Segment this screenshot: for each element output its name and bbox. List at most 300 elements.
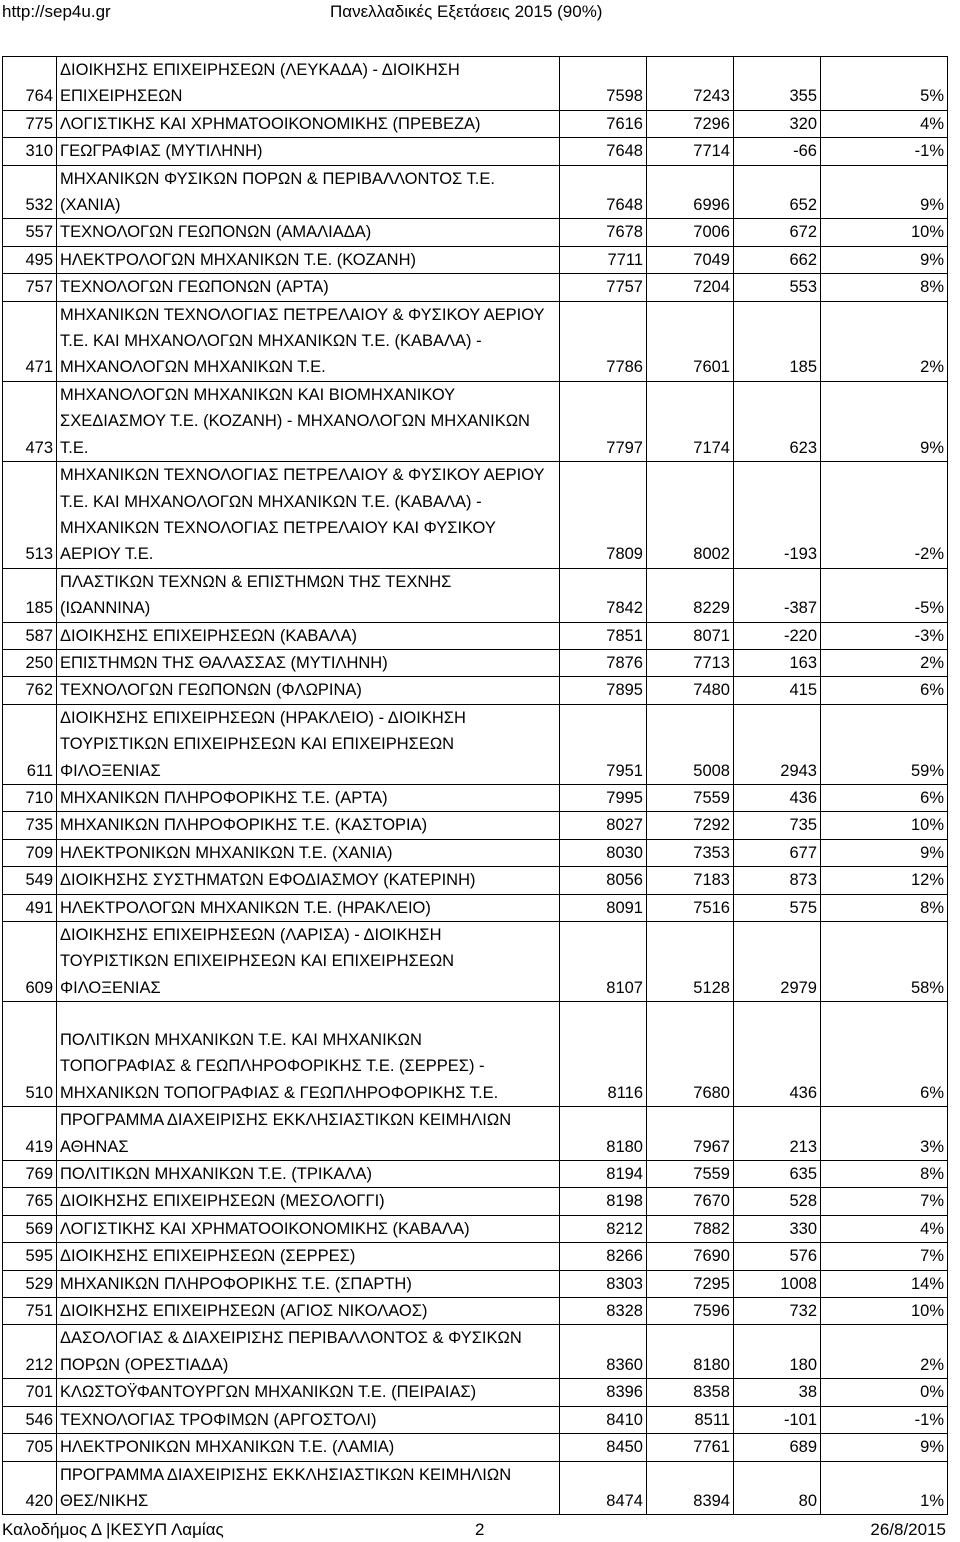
percent-change: 10% — [821, 219, 948, 246]
department-code: 764 — [3, 57, 57, 111]
base-2014: 8071 — [647, 622, 734, 649]
percent-change: 10% — [821, 812, 948, 839]
table-row — [3, 649, 948, 676]
percent-change: 9% — [821, 246, 948, 273]
percent-change: 8% — [821, 274, 948, 301]
department-name — [57, 1298, 560, 1325]
department-name — [57, 219, 560, 246]
department-name-line: ΤΕΧΝΟΛΟΓΩΝ ΓΕΩΠΟΝΩΝ (ΦΛΩΡΙΝΑ) — [60, 681, 362, 700]
base-2015: 7678 — [560, 219, 647, 246]
department-name — [57, 1002, 560, 1107]
base-2015: 7711 — [560, 246, 647, 273]
table-row — [3, 57, 948, 111]
department-code: 546 — [3, 1406, 57, 1433]
department-code: 765 — [3, 1188, 57, 1215]
percent-change: 14% — [821, 1270, 948, 1297]
department-name-line: ΚΛΩΣΤΟΫΦΑΝΤΟΥΡΓΩΝ ΜΗΧΑΝΙΚΩΝ Τ.Ε. (ΠΕΙΡΑΙΑΣ) — [60, 1383, 477, 1402]
base-2015: 8027 — [560, 812, 647, 839]
department-name — [57, 381, 560, 461]
department-code: 532 — [3, 165, 57, 219]
department-name-line: ΠΟΛΙΤΙΚΩΝ ΜΗΧΑΝΙΚΩΝ Τ.Ε. (ΤΡΙΚΑΛΑ) — [60, 1165, 372, 1184]
percent-change: 2% — [821, 649, 948, 676]
department-name-line: ΠΟΡΩΝ (ΟΡΕΣΤΙΑΔΑ) — [60, 1355, 229, 1374]
base-2014: 7559 — [647, 1161, 734, 1188]
department-code: 185 — [3, 568, 57, 622]
percent-change: -2% — [821, 462, 948, 569]
table-row — [3, 1434, 948, 1461]
base-2015: 7851 — [560, 622, 647, 649]
base-2015: 8091 — [560, 894, 647, 921]
base-2014: 7714 — [647, 138, 734, 165]
difference: 689 — [734, 1434, 821, 1461]
department-name — [57, 1461, 560, 1515]
percent-change: 10% — [821, 1298, 948, 1325]
department-code: 310 — [3, 138, 57, 165]
department-name — [57, 138, 560, 165]
percent-change: -3% — [821, 622, 948, 649]
base-2015: 8410 — [560, 1406, 647, 1433]
base-2015: 7786 — [560, 301, 647, 381]
difference: -66 — [734, 138, 821, 165]
table-row — [3, 1461, 948, 1515]
table-row — [3, 622, 948, 649]
base-2015: 8328 — [560, 1298, 647, 1325]
table-row — [3, 784, 948, 811]
percent-change: 6% — [821, 677, 948, 704]
department-name-line: ΔΙΟΙΚΗΣΗΣ ΣΥΣΤΗΜΑΤΩΝ ΕΦΟΔΙΑΣΜΟΥ (ΚΑΤΕΡΙΝΗ) — [60, 871, 476, 890]
base-2014: 7882 — [647, 1215, 734, 1242]
difference: 415 — [734, 677, 821, 704]
department-code: 473 — [3, 381, 57, 461]
department-code: 420 — [3, 1461, 57, 1515]
table-row — [3, 462, 948, 569]
department-name — [57, 246, 560, 273]
department-name-line: ΦΙΛΟΞΕΝΙΑΣ — [60, 978, 161, 997]
department-name-line: Τ.Ε. ΚΑΙ ΜΗΧΑΝΟΛΟΓΩΝ ΜΗΧΑΝΙΚΩΝ Τ.Ε. (ΚΑΒΑΛΑ) - — [60, 332, 482, 351]
department-code: 595 — [3, 1243, 57, 1270]
difference: 732 — [734, 1298, 821, 1325]
department-name — [57, 1379, 560, 1406]
department-name — [57, 1215, 560, 1242]
department-name — [57, 649, 560, 676]
department-name — [57, 1107, 560, 1161]
percent-change: 8% — [821, 894, 948, 921]
department-name — [57, 1243, 560, 1270]
department-name — [57, 568, 560, 622]
base-2014: 8511 — [647, 1406, 734, 1433]
base-2015: 8303 — [560, 1270, 647, 1297]
base-2014: 7204 — [647, 274, 734, 301]
base-2015: 8474 — [560, 1461, 647, 1515]
base-2014: 7596 — [647, 1298, 734, 1325]
base-2014: 7670 — [647, 1188, 734, 1215]
base-2015: 7876 — [560, 649, 647, 676]
percent-change: 9% — [821, 165, 948, 219]
department-name — [57, 1406, 560, 1433]
department-name-line: ΔΙΟΙΚΗΣΗΣ ΕΠΙΧΕΙΡΗΣΕΩΝ (ΛΑΡΙΣΑ) - ΔΙΟΙΚΗΣΗ — [60, 926, 442, 944]
department-name-line: ΜΗΧΑΝΙΚΩΝ ΤΕΧΝΟΛΟΓΙΑΣ ΠΕΤΡΕΛΑΙΟΥ & ΦΥΣΙΚΟΥ ΑΕΡΙΟΥ — [60, 466, 545, 485]
department-name-line: ΦΙΛΟΞΕΝΙΑΣ — [60, 761, 161, 780]
percent-change: 6% — [821, 1002, 948, 1107]
base-2015: 7809 — [560, 462, 647, 569]
difference: 576 — [734, 1243, 821, 1270]
results-table — [2, 56, 948, 1515]
department-name — [57, 1434, 560, 1461]
table-row — [3, 704, 948, 784]
table-row — [3, 165, 948, 219]
department-code: 611 — [3, 704, 57, 784]
department-name-line: ΑΘΗΝΑΣ — [60, 1137, 129, 1156]
difference: 677 — [734, 839, 821, 866]
department-name-line: ΜΗΧΑΝΙΚΩΝ ΤΕΧΝΟΛΟΓΙΑΣ ΠΕΤΡΕΛΑΙΟΥ ΚΑΙ ΦΥΣΙΚΟΥ — [60, 518, 496, 537]
difference: -193 — [734, 462, 821, 569]
base-2014: 7243 — [647, 57, 734, 111]
department-name-line: ΑΕΡΙΟΥ Τ.Ε. — [60, 545, 154, 564]
department-name-line: ΤΟΥΡΙΣΤΙΚΩΝ ΕΠΙΧΕΙΡΗΣΕΩΝ ΚΑΙ ΕΠΙΧΕΙΡΗΣΕΩΝ — [60, 735, 455, 754]
table-row — [3, 219, 948, 246]
base-2015: 8030 — [560, 839, 647, 866]
department-name-line: ΜΗΧΑΝΟΛΟΓΩΝ ΜΗΧΑΝΙΚΩΝ Τ.Ε. — [60, 358, 326, 377]
base-2014: 7690 — [647, 1243, 734, 1270]
base-2015: 7616 — [560, 110, 647, 137]
difference: 185 — [734, 301, 821, 381]
department-name — [57, 1325, 560, 1379]
department-code: 419 — [3, 1107, 57, 1161]
department-name-line: ΜΗΧΑΝΙΚΩΝ ΠΛΗΡΟΦΟΡΙΚΗΣ Τ.Ε. (ΑΡΤΑ) — [60, 788, 388, 807]
base-2014: 6996 — [647, 165, 734, 219]
department-name-line: ΗΛΕΚΤΡΟΝΙΚΩΝ ΜΗΧΑΝΙΚΩΝ Τ.Ε. (ΧΑΝΙΑ) — [60, 843, 393, 862]
department-name — [57, 922, 560, 1002]
department-code: 510 — [3, 1002, 57, 1107]
department-code: 495 — [3, 246, 57, 273]
base-2014: 7713 — [647, 649, 734, 676]
percent-change: -1% — [821, 1406, 948, 1433]
difference: 436 — [734, 1002, 821, 1107]
percent-change: 5% — [821, 57, 948, 111]
base-2014: 8358 — [647, 1379, 734, 1406]
table-row — [3, 1298, 948, 1325]
base-2015: 8450 — [560, 1434, 647, 1461]
department-name — [57, 165, 560, 219]
department-code: 705 — [3, 1434, 57, 1461]
table-row — [3, 1161, 948, 1188]
percent-change: 8% — [821, 1161, 948, 1188]
department-name-line: ΠΛΑΣΤΙΚΩΝ ΤΕΧΝΩΝ & ΕΠΙΣΤΗΜΩΝ ΤΗΣ ΤΕΧΝΗΣ — [60, 572, 452, 591]
difference: 436 — [734, 784, 821, 811]
department-name — [57, 839, 560, 866]
page-header — [0, 0, 960, 26]
base-2015: 7951 — [560, 704, 647, 784]
percent-change: 3% — [821, 1107, 948, 1161]
department-name — [57, 894, 560, 921]
page-footer — [0, 1518, 960, 1542]
header-url[interactable]: http://sep4u.gr — [2, 2, 111, 21]
percent-change: -1% — [821, 138, 948, 165]
difference: 213 — [734, 1107, 821, 1161]
header-title: Πανελλαδικές Εξετάσεις 2015 (90%) — [330, 2, 603, 21]
percent-change: 4% — [821, 110, 948, 137]
department-name — [57, 677, 560, 704]
department-name — [57, 784, 560, 811]
table-row — [3, 677, 948, 704]
department-name-line: ΗΛΕΚΤΡΟΛΟΓΩΝ ΜΗΧΑΝΙΚΩΝ Τ.Ε. (ΚΟΖΑΝΗ) — [60, 250, 416, 269]
percent-change: 7% — [821, 1243, 948, 1270]
department-code: 735 — [3, 812, 57, 839]
department-code: 549 — [3, 867, 57, 894]
percent-change: 9% — [821, 1434, 948, 1461]
table-row — [3, 1002, 948, 1107]
base-2014: 8229 — [647, 568, 734, 622]
base-2015: 8360 — [560, 1325, 647, 1379]
percent-change: 9% — [821, 839, 948, 866]
department-name-line: ΜΗΧΑΝΙΚΩΝ ΠΛΗΡΟΦΟΡΙΚΗΣ Τ.Ε. (ΚΑΣΤΟΡΙΑ) — [60, 816, 428, 835]
department-name-line: ΔΙΟΙΚΗΣΗΣ ΕΠΙΧΕΙΡΗΣΕΩΝ (ΣΕΡΡΕΣ) — [60, 1247, 356, 1266]
base-2015: 7995 — [560, 784, 647, 811]
base-2014: 5128 — [647, 922, 734, 1002]
department-name-line: ΤΕΧΝΟΛΟΓΩΝ ΓΕΩΠΟΝΩΝ (ΑΜΑΛΙΑΔΑ) — [60, 223, 372, 242]
percent-change: 0% — [821, 1379, 948, 1406]
difference: 330 — [734, 1215, 821, 1242]
table-row — [3, 274, 948, 301]
base-2014: 8002 — [647, 462, 734, 569]
footer-page-number: 2 — [475, 1520, 485, 1539]
department-name-line: ΛΟΓΙΣΤΙΚΗΣ ΚΑΙ ΧΡΗΜΑΤΟΟΙΚΟΝΟΜΙΚΗΣ (ΠΡΕΒΕΖΑ) — [60, 114, 481, 133]
department-code: 587 — [3, 622, 57, 649]
base-2015: 8194 — [560, 1161, 647, 1188]
department-code: 471 — [3, 301, 57, 381]
department-code: 762 — [3, 677, 57, 704]
department-name-line: Τ.Ε. — [60, 438, 89, 457]
department-name-line: ΓΕΩΓΡΑΦΙΑΣ (ΜΥΤΙΛΗΝΗ) — [60, 142, 263, 161]
difference: 662 — [734, 246, 821, 273]
department-code: 710 — [3, 784, 57, 811]
department-name-line: ΤΕΧΝΟΛΟΓΩΝ ΓΕΩΠΟΝΩΝ (ΑΡΤΑ) — [60, 278, 329, 297]
table-row — [3, 138, 948, 165]
table-row — [3, 246, 948, 273]
footer-date: 26/8/2015 — [870, 1520, 946, 1539]
base-2015: 7648 — [560, 138, 647, 165]
base-2015: 7842 — [560, 568, 647, 622]
department-code: 513 — [3, 462, 57, 569]
department-name-line: ΜΗΧΑΝΙΚΩΝ ΤΟΠΟΓΡΑΦΙΑΣ & ΓΕΩΠΛΗΡΟΦΟΡΙΚΗΣ Τ.Ε. — [60, 1083, 499, 1102]
difference: 2943 — [734, 704, 821, 784]
percent-change: 6% — [821, 784, 948, 811]
table-row — [3, 381, 948, 461]
department-code: 775 — [3, 110, 57, 137]
base-2014: 7353 — [647, 839, 734, 866]
base-2015: 8180 — [560, 1107, 647, 1161]
department-code: 751 — [3, 1298, 57, 1325]
base-2014: 7296 — [647, 110, 734, 137]
base-2015: 8056 — [560, 867, 647, 894]
department-name — [57, 704, 560, 784]
base-2014: 7049 — [647, 246, 734, 273]
department-name-line: ΕΠΙΣΤΗΜΩΝ ΤΗΣ ΘΑΛΑΣΣΑΣ (ΜΥΤΙΛΗΝΗ) — [60, 653, 388, 672]
difference: 652 — [734, 165, 821, 219]
base-2014: 7006 — [647, 219, 734, 246]
department-name-line: ΠΟΛΙΤΙΚΩΝ ΜΗΧΑΝΙΚΩΝ Τ.Ε. ΚΑΙ ΜΗΧΑΝΙΚΩΝ — [60, 1031, 422, 1049]
percent-change: 9% — [821, 381, 948, 461]
base-2014: 8394 — [647, 1461, 734, 1515]
department-name-line: ΜΗΧΑΝΟΛΟΓΩΝ ΜΗΧΑΝΙΚΩΝ ΚΑΙ ΒΙΟΜΗΧΑΝΙΚΟΥ — [60, 385, 456, 404]
department-name-line: ΠΡΟΓΡΑΜΜΑ ΔΙΑΧΕΙΡΙΣΗΣ ΕΚΚΛΗΣΙΑΣΤΙΚΩΝ ΚΕΙΜΗΛΙΩΝ — [60, 1111, 512, 1130]
difference: 528 — [734, 1188, 821, 1215]
percent-change: 4% — [821, 1215, 948, 1242]
base-2014: 7295 — [647, 1270, 734, 1297]
table-row — [3, 922, 948, 1002]
percent-change: 12% — [821, 867, 948, 894]
difference: 873 — [734, 867, 821, 894]
base-2015: 8107 — [560, 922, 647, 1002]
department-name-line: ΔΙΟΙΚΗΣΗΣ ΕΠΙΧΕΙΡΗΣΕΩΝ (ΑΓΙΟΣ ΝΙΚΟΛΑΟΣ) — [60, 1302, 428, 1321]
table-row — [3, 568, 948, 622]
table-row — [3, 812, 948, 839]
department-name-line: ΗΛΕΚΤΡΟΝΙΚΩΝ ΜΗΧΑΝΙΚΩΝ Τ.Ε. (ΛΑΜΙΑ) — [60, 1438, 395, 1457]
department-name-line: ΘΕΣ/ΝΙΚΗΣ — [60, 1491, 149, 1510]
difference: -101 — [734, 1406, 821, 1433]
department-name — [57, 57, 560, 111]
department-code: 609 — [3, 922, 57, 1002]
department-name-line: ΣΧΕΔΙΑΣΜΟΥ Τ.Ε. (ΚΟΖΑΝΗ) - ΜΗΧΑΝΟΛΟΓΩΝ ΜΗΧΑΝΙΚΩΝ — [60, 412, 530, 431]
table-row — [3, 1215, 948, 1242]
department-name — [57, 301, 560, 381]
department-name — [57, 867, 560, 894]
base-2014: 8180 — [647, 1325, 734, 1379]
department-name — [57, 462, 560, 569]
base-2015: 7598 — [560, 57, 647, 111]
table-row — [3, 894, 948, 921]
base-2015: 7797 — [560, 381, 647, 461]
department-name-line: ΜΗΧΑΝΙΚΩΝ ΦΥΣΙΚΩΝ ΠΟΡΩΝ & ΠΕΡΙΒΑΛΛΟΝΤΟΣ Τ.Ε. — [60, 169, 495, 188]
base-2014: 7183 — [647, 867, 734, 894]
results-table-body — [3, 57, 948, 1515]
table-row — [3, 301, 948, 381]
table-row — [3, 867, 948, 894]
percent-change: 7% — [821, 1188, 948, 1215]
department-name-line: ΜΗΧΑΝΙΚΩΝ ΠΛΗΡΟΦΟΡΙΚΗΣ Τ.Ε. (ΣΠΑΡΤΗ) — [60, 1274, 412, 1293]
base-2015: 8396 — [560, 1379, 647, 1406]
difference: 38 — [734, 1379, 821, 1406]
percent-change: 2% — [821, 301, 948, 381]
percent-change: -5% — [821, 568, 948, 622]
department-name — [57, 1188, 560, 1215]
table-row — [3, 1188, 948, 1215]
difference: 672 — [734, 219, 821, 246]
department-code: 701 — [3, 1379, 57, 1406]
difference: 623 — [734, 381, 821, 461]
base-2014: 7292 — [647, 812, 734, 839]
difference: 163 — [734, 649, 821, 676]
department-name-line: ΔΙΟΙΚΗΣΗΣ ΕΠΙΧΕΙΡΗΣΕΩΝ (ΜΕΣΟΛΟΓΓΙ) — [60, 1192, 385, 1211]
department-name-line: ΕΠΙΧΕΙΡΗΣΕΩΝ — [60, 87, 183, 106]
base-2015: 8266 — [560, 1243, 647, 1270]
department-name-line: ΤΟΥΡΙΣΤΙΚΩΝ ΕΠΙΧΕΙΡΗΣΕΩΝ ΚΑΙ ΕΠΙΧΕΙΡΗΣΕΩΝ — [60, 952, 455, 971]
table-row — [3, 1243, 948, 1270]
department-code: 709 — [3, 839, 57, 866]
department-name-line: ΠΡΟΓΡΑΜΜΑ ΔΙΑΧΕΙΡΙΣΗΣ ΕΚΚΛΗΣΙΑΣΤΙΚΩΝ ΚΕΙΜΗΛΙΩΝ — [60, 1465, 512, 1484]
table-row — [3, 1107, 948, 1161]
base-2015: 8116 — [560, 1002, 647, 1107]
base-2014: 7559 — [647, 784, 734, 811]
table-row — [3, 1325, 948, 1379]
base-2014: 7680 — [647, 1002, 734, 1107]
department-name — [57, 812, 560, 839]
base-2014: 7480 — [647, 677, 734, 704]
department-name-line: Τ.Ε. ΚΑΙ ΜΗΧΑΝΟΛΟΓΩΝ ΜΗΧΑΝΙΚΩΝ Τ.Ε. (ΚΑΒΑΛΑ) - — [60, 492, 482, 511]
department-name-line: ΤΕΧΝΟΛΟΓΙΑΣ ΤΡΟΦΙΜΩΝ (ΑΡΓΟΣΤΟΛΙ) — [60, 1410, 377, 1429]
department-name-line: ΔΙΟΙΚΗΣΗΣ ΕΠΙΧΕΙΡΗΣΕΩΝ (ΗΡΑΚΛΕΙΟ) - ΔΙΟΙΚΗΣΗ — [60, 708, 466, 727]
department-name-line: ΔΙΟΙΚΗΣΗΣ ΕΠΙΧΕΙΡΗΣΕΩΝ (ΛΕΥΚΑΔΑ) - ΔΙΟΙΚΗΣΗ — [60, 61, 460, 79]
department-name — [57, 1161, 560, 1188]
department-name-line: ΗΛΕΚΤΡΟΛΟΓΩΝ ΜΗΧΑΝΙΚΩΝ Τ.Ε. (ΗΡΑΚΛΕΙΟ) — [60, 898, 431, 917]
department-name-line: ΔΑΣΟΛΟΓΙΑΣ & ΔΙΑΧΕΙΡΙΣΗΣ ΠΕΡΙΒΑΛΛΟΝΤΟΣ & ΦΥΣΙΚΩΝ — [60, 1329, 522, 1348]
base-2015: 7648 — [560, 165, 647, 219]
base-2014: 7967 — [647, 1107, 734, 1161]
department-code: 212 — [3, 1325, 57, 1379]
table-row — [3, 110, 948, 137]
difference: 735 — [734, 812, 821, 839]
percent-change: 59% — [821, 704, 948, 784]
department-code: 491 — [3, 894, 57, 921]
difference: -387 — [734, 568, 821, 622]
difference: 2979 — [734, 922, 821, 1002]
table-row — [3, 1406, 948, 1433]
department-code: 557 — [3, 219, 57, 246]
department-name-line: ΛΟΓΙΣΤΙΚΗΣ ΚΑΙ ΧΡΗΜΑΤΟΟΙΚΟΝΟΜΙΚΗΣ (ΚΑΒΑΛΑ) — [60, 1219, 470, 1238]
department-name — [57, 622, 560, 649]
base-2015: 8198 — [560, 1188, 647, 1215]
table-row — [3, 1379, 948, 1406]
difference: 635 — [734, 1161, 821, 1188]
table-row — [3, 839, 948, 866]
department-name — [57, 110, 560, 137]
base-2015: 7757 — [560, 274, 647, 301]
percent-change: 58% — [821, 922, 948, 1002]
department-code: 569 — [3, 1215, 57, 1242]
base-2014: 7601 — [647, 301, 734, 381]
percent-change: 2% — [821, 1325, 948, 1379]
difference: 180 — [734, 1325, 821, 1379]
difference: -220 — [734, 622, 821, 649]
base-2015: 8212 — [560, 1215, 647, 1242]
difference: 553 — [734, 274, 821, 301]
department-name-line: (ΙΩΑΝΝΙΝΑ) — [60, 599, 151, 618]
department-code: 529 — [3, 1270, 57, 1297]
difference: 80 — [734, 1461, 821, 1515]
department-name-line: ΔΙΟΙΚΗΣΗΣ ΕΠΙΧΕΙΡΗΣΕΩΝ (ΚΑΒΑΛΑ) — [60, 626, 357, 645]
department-name — [57, 1270, 560, 1297]
department-name — [57, 274, 560, 301]
footer-author: Καλοδήμος Δ |ΚΕΣΥΠ Λαμίας — [2, 1520, 224, 1539]
table-row — [3, 1270, 948, 1297]
base-2015: 7895 — [560, 677, 647, 704]
difference: 1008 — [734, 1270, 821, 1297]
difference: 355 — [734, 57, 821, 111]
percent-change: 1% — [821, 1461, 948, 1515]
difference: 575 — [734, 894, 821, 921]
base-2014: 7761 — [647, 1434, 734, 1461]
department-code: 769 — [3, 1161, 57, 1188]
department-name-line: ΤΟΠΟΓΡΑΦΙΑΣ & ΓΕΩΠΛΗΡΟΦΟΡΙΚΗΣ Τ.Ε. (ΣΕΡΡΕΣ) - — [60, 1057, 485, 1076]
department-code: 757 — [3, 274, 57, 301]
department-name-line: ΜΗΧΑΝΙΚΩΝ ΤΕΧΝΟΛΟΓΙΑΣ ΠΕΤΡΕΛΑΙΟΥ & ΦΥΣΙΚΟΥ ΑΕΡΙΟΥ — [60, 305, 545, 324]
base-2014: 7516 — [647, 894, 734, 921]
base-2014: 5008 — [647, 704, 734, 784]
base-2014: 7174 — [647, 381, 734, 461]
department-code: 250 — [3, 649, 57, 676]
difference: 320 — [734, 110, 821, 137]
department-name-line: (ΧΑΝΙΑ) — [60, 196, 121, 215]
